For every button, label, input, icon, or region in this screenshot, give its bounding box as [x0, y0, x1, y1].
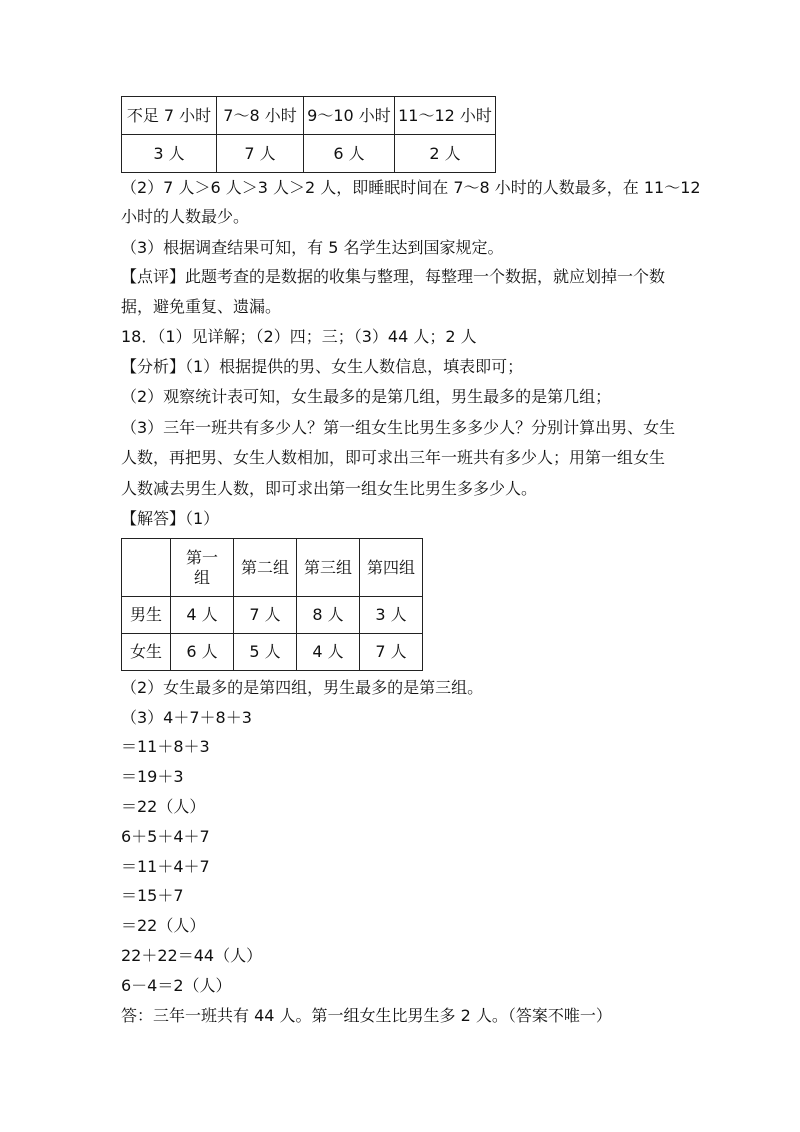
q17-part2-line2: 小时的人数最少。 [121, 207, 250, 226]
q18-solution-part2: （2）女生最多的是第四组，男生最多的是第三组。 [121, 678, 484, 697]
table-corner-cell [122, 539, 171, 597]
calc-step: ＝15＋7 [121, 886, 184, 905]
table-header-cell: 7～8 小时 [217, 97, 304, 135]
calc-step: ＝22（人） [121, 916, 206, 935]
table-cell: 6 人 [171, 634, 234, 671]
table-header-cell: 11～12 小时 [395, 97, 496, 135]
q18-answer: 18．（1）见详解；（2）四；三；（3）44 人；2 人 [121, 327, 477, 346]
table-cell: 7 人 [217, 135, 304, 173]
table-cell: 2 人 [395, 135, 496, 173]
q17-part2-line1: （2）7 人＞6 人＞3 人＞2 人，即睡眠时间在 7～8 小时的人数最多，在 11～12 [121, 178, 701, 197]
calc-step: 22＋22＝44（人） [121, 946, 263, 965]
table-row [122, 97, 496, 135]
group-count-table [121, 538, 423, 671]
q18-analysis-line2: （2）观察统计表可知，女生最多的是第几组，男生最多的是第几组； [121, 387, 612, 406]
table-cell: 7 人 [360, 634, 423, 671]
calc-step: ＝11＋8＋3 [121, 737, 210, 756]
table-cell: 5 人 [234, 634, 297, 671]
table-cell: 8 人 [297, 597, 360, 634]
sleep-time-table [121, 96, 496, 173]
q17-comment-line1: 【点评】此题考查的是数据的收集与整理，每整理一个数据，就应划掉一个数 [121, 267, 666, 286]
q18-analysis-line1: 【分析】（1）根据提供的男、女生人数信息，填表即可； [121, 357, 524, 376]
table-cell: 4 人 [171, 597, 234, 634]
row-label-cell: 男生 [122, 597, 171, 634]
calc-step: ＝19＋3 [121, 767, 184, 786]
table-cell: 3 人 [360, 597, 423, 634]
header-first-part1: 第一 [185, 547, 218, 567]
q18-analysis-line5: 人数减去男生人数，即可求出第一组女生比男生多多少人。 [121, 479, 538, 498]
table-header-cell: 第四组 [360, 539, 423, 597]
table-cell: 3 人 [122, 135, 217, 173]
row-label-cell: 女生 [122, 634, 171, 671]
table-cell: 4 人 [297, 634, 360, 671]
q17-comment-line2: 据，避免重复、遗漏。 [121, 297, 282, 316]
calc-step: ＝11＋4＋7 [121, 857, 210, 876]
q18-analysis-line3: （3）三年一班共有多少人？第一组女生比男生多多少人？分别计算出男、女生 [121, 418, 676, 437]
table-header-cell: 第二组 [234, 539, 297, 597]
table-row [122, 634, 423, 671]
calc-step: 6－4＝2（人） [121, 976, 232, 995]
table-header-cell: 不足 7 小时 [122, 97, 217, 135]
q18-analysis-line4: 人数，再把男、女生人数相加，即可求出三年一班共有多少人；用第一组女生 [121, 448, 666, 467]
table-header-cell: 第三组 [297, 539, 360, 597]
table-header-cell [171, 539, 234, 597]
calc-step: （3）4＋7＋8＋3 [121, 708, 252, 727]
table-row [122, 135, 496, 173]
table-row [122, 597, 423, 634]
q18-final-answer: 答：三年一班共有 44 人。第一组女生比男生多 2 人。（答案不唯一） [121, 1006, 612, 1025]
q17-part3: （3）根据调查结果可知，有 5 名学生达到国家规定。 [121, 238, 504, 257]
table-cell: 7 人 [234, 597, 297, 634]
calc-step: ＝22（人） [121, 797, 206, 816]
calc-step: 6＋5＋4＋7 [121, 827, 210, 846]
table-row [122, 539, 423, 597]
header-first-part2: 组 [193, 567, 210, 587]
table-header-cell: 9～10 小时 [304, 97, 395, 135]
q18-solution-label: 【解答】（1） [121, 509, 220, 528]
table-cell: 6 人 [304, 135, 395, 173]
